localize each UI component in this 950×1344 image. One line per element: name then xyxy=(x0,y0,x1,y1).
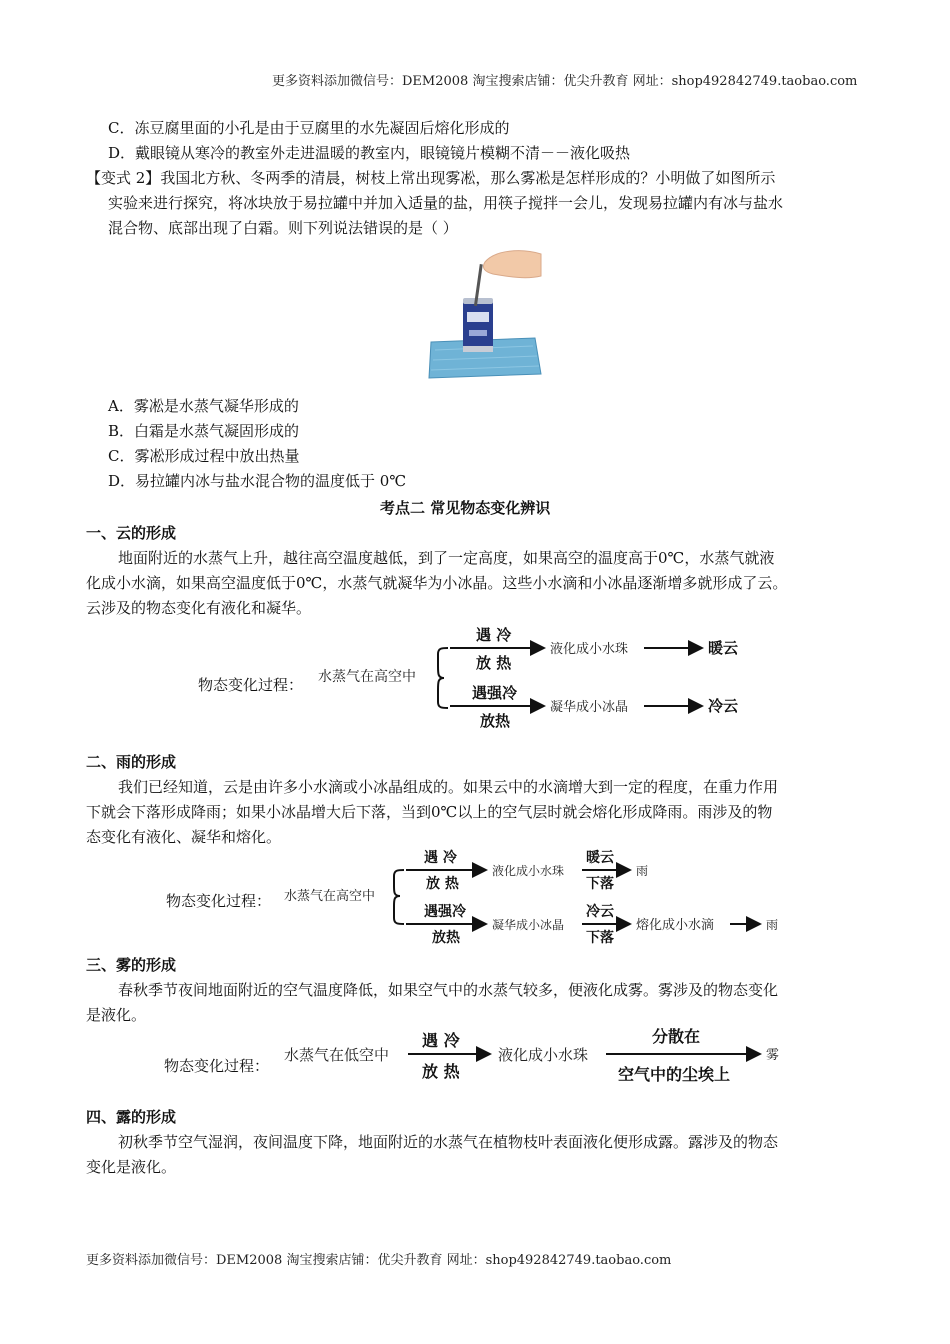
rain-up-top2: 暖云 xyxy=(586,850,614,866)
variant2-question-line3: 混合物、底部出现了白霜。则下列说法错误的是（ ） xyxy=(108,219,458,237)
variant2-option-c: C．雾凇形成过程中放出热量 xyxy=(108,447,300,465)
cloud-source: 水蒸气在高空中 xyxy=(318,669,416,685)
cloud-para-line1: 地面附近的水蒸气上升，越往高空温度越低，到了一定高度，如果高空的温度高于0℃，水蒸气就液 xyxy=(118,549,775,567)
fog-para-line2: 是液化。 xyxy=(86,1006,147,1024)
cloud-up-bottom: 放 热 xyxy=(476,654,512,672)
variant2-text-line1: 我国北方秋、冬两季的清晨，树枝上常出现雾凇，那么雾凇是怎样形成的？小明做了如图所示 xyxy=(160,169,776,187)
cloud-down-end: 冷云 xyxy=(708,697,739,715)
rain-down-bottom2: 下落 xyxy=(586,930,614,946)
fog-top2: 分散在 xyxy=(652,1027,701,1046)
cloud-down-bottom: 放热 xyxy=(480,712,511,730)
rain-up-top: 遇 冷 xyxy=(424,850,457,866)
variant2-option-d: D．易拉罐内冰与盐水混合物的温度低于 0℃ xyxy=(108,472,407,490)
section-title: 考点二 常见物态变化辨识 xyxy=(380,499,551,517)
fog-bottom1: 放 热 xyxy=(422,1062,460,1081)
rain-process-label: 物态变化过程： xyxy=(166,892,272,910)
prev-option-d: D．戴眼镜从寒冷的教室外走进温暖的教室内，眼镜镜片模糊不清－－液化吸热 xyxy=(108,144,631,162)
fog-top1: 遇 冷 xyxy=(422,1031,460,1050)
fog-process-diagram xyxy=(284,1022,804,1092)
rain-para-line2: 下就会下落形成降雨；如果小冰晶增大后下落，当到0℃以上的空气层时就会熔化形成降雨。雨涉及的物 xyxy=(86,803,773,821)
cloud-process-label: 物态变化过程： xyxy=(198,676,304,694)
cloud-process-diagram xyxy=(318,618,758,738)
variant2-question-line1 xyxy=(86,166,775,190)
rain-down-top2: 冷云 xyxy=(586,904,614,920)
cloud-heading: 一、云的形成 xyxy=(86,524,177,542)
cloud-up-end: 暖云 xyxy=(708,639,739,657)
cloud-para-line2: 化成小水滴，如果高空温度低于0℃，水蒸气就凝华为小冰晶。这些小水滴和小冰晶逐渐增多就形成了云。 xyxy=(86,574,788,592)
rain-source: 水蒸气在高空中 xyxy=(284,889,376,904)
fog-bottom2: 空气中的尘埃上 xyxy=(618,1065,731,1084)
cloud-down-result: 凝华成小冰晶 xyxy=(550,700,629,715)
rain-heading: 二、雨的形成 xyxy=(86,753,177,771)
page-header: 更多资料添加微信号：DEM2008 淘宝搜索店铺：优尖升教育 网址：shop492842749.taobao.com xyxy=(272,74,858,89)
fog-para-line1: 春秋季节夜间地面附近的空气温度降低，如果空气中的水蒸气较多，便液化成雾。雾涉及的物态变化 xyxy=(118,981,779,999)
variant2-question-line2: 实验来进行探究，将冰块放于易拉罐中并加入适量的盐，用筷子搅拌一会儿，发现易拉罐内有冰与盐水 xyxy=(108,194,784,212)
variant2-option-b: B．白霜是水蒸气凝固形成的 xyxy=(108,422,300,440)
dew-para-line2: 变化是液化。 xyxy=(86,1158,177,1176)
dew-para-line1: 初秋季节空气湿润，夜间温度下降，地面附近的水蒸气在植物枝叶表面液化便形成露。露涉及的物态 xyxy=(118,1133,779,1151)
rain-down-result2: 熔化成小水滴 xyxy=(636,918,715,933)
variant2-option-a: A．雾凇是水蒸气凝华形成的 xyxy=(108,397,299,415)
rain-para-line3: 态变化有液化、凝华和熔化。 xyxy=(86,828,282,846)
rain-down-end: 雨 xyxy=(766,918,779,932)
prev-option-c: C．冻豆腐里面的小孔是由于豆腐里的水先凝固后熔化形成的 xyxy=(108,119,510,137)
fog-end: 雾 xyxy=(766,1048,780,1063)
page-footer: 更多资料添加微信号：DEM2008 淘宝搜索店铺：优尖升教育 网址：shop492842749.taobao.com xyxy=(86,1253,672,1268)
rain-up-end: 雨 xyxy=(636,864,649,878)
fog-heading: 三、雾的形成 xyxy=(86,956,177,974)
rain-up-bottom2: 下落 xyxy=(586,876,614,892)
rain-down-result: 凝华成小冰晶 xyxy=(492,918,565,932)
fog-process-label: 物态变化过程： xyxy=(164,1057,270,1075)
rain-down-bottom: 放热 xyxy=(432,930,460,946)
experiment-photo xyxy=(425,246,545,382)
rain-para-line1: 我们已经知道，云是由许多小水滴或小冰晶组成的。如果云中的水滴增大到一定的程度，在重力作用 xyxy=(118,778,779,796)
rain-up-result: 液化成小水珠 xyxy=(492,864,565,878)
fog-result: 液化成小水珠 xyxy=(498,1046,589,1064)
variant2-tag: 【变式 2】 xyxy=(86,169,161,187)
dew-heading: 四、露的形成 xyxy=(86,1108,177,1126)
cloud-para-line3: 云涉及的物态变化有液化和凝华。 xyxy=(86,599,312,617)
rain-up-bottom: 放 热 xyxy=(426,876,459,892)
fog-source: 水蒸气在低空中 xyxy=(284,1046,390,1064)
cloud-up-result: 液化成小水珠 xyxy=(550,642,629,657)
cloud-down-top: 遇强冷 xyxy=(472,684,518,702)
rain-down-top: 遇强冷 xyxy=(424,904,466,920)
cloud-up-top: 遇 冷 xyxy=(476,626,512,644)
rain-process-diagram xyxy=(284,842,804,950)
